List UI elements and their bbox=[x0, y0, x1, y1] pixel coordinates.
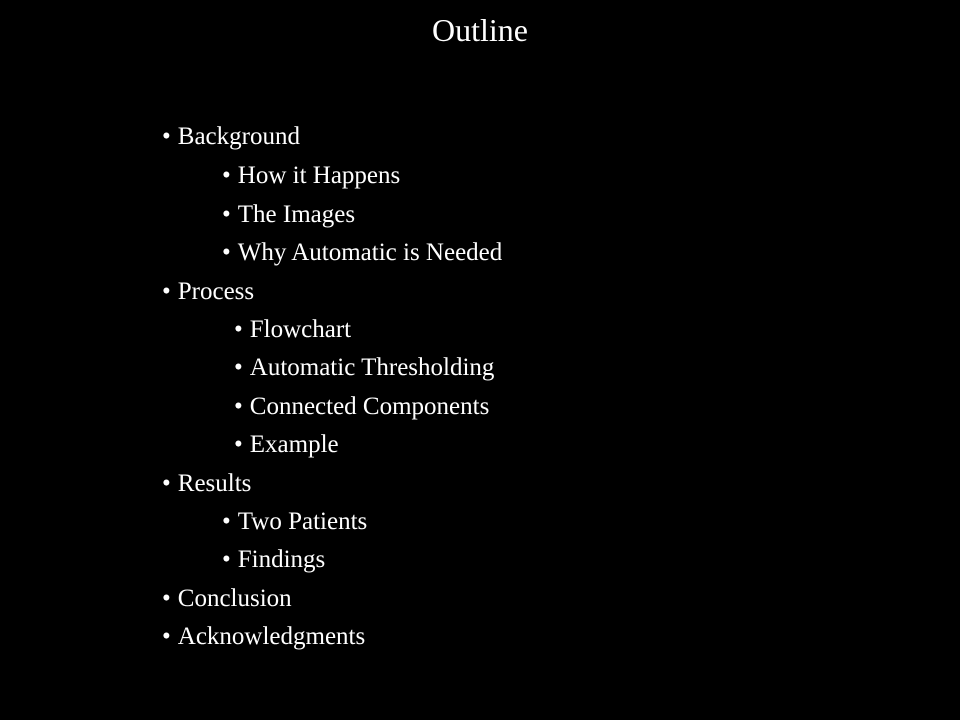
bullet-icon: • bbox=[162, 278, 171, 305]
outline-item-conclusion bbox=[162, 584, 292, 614]
bullet-icon: • bbox=[222, 239, 231, 266]
outline-item-label: Automatic Thresholding bbox=[249, 354, 495, 381]
outline-item-label: Connected Components bbox=[249, 393, 490, 420]
bullet-icon: • bbox=[162, 585, 171, 612]
outline-item-label: Conclusion bbox=[177, 585, 292, 612]
outline-item-two-patients bbox=[222, 507, 367, 537]
outline-item-label: Background bbox=[177, 123, 300, 150]
bullet-icon: • bbox=[222, 162, 231, 189]
outline-item-label: Example bbox=[249, 431, 339, 458]
outline-item-how-it-happens bbox=[222, 161, 400, 191]
bullet-icon: • bbox=[162, 123, 171, 150]
outline-item-automatic-thresholding bbox=[234, 353, 494, 383]
outline-item-label: Process bbox=[177, 278, 255, 305]
outline-item-label: How it Happens bbox=[237, 162, 401, 189]
bullet-icon: • bbox=[162, 470, 171, 497]
outline-item-process bbox=[162, 277, 254, 307]
outline-item-results bbox=[162, 469, 251, 499]
outline-item-label: The Images bbox=[237, 201, 356, 228]
slide-title: Outline bbox=[432, 12, 528, 48]
bullet-icon: • bbox=[162, 623, 171, 650]
bullet-icon: • bbox=[222, 546, 231, 573]
outline-item-label: Findings bbox=[237, 546, 326, 573]
outline-item-findings bbox=[222, 545, 325, 575]
bullet-icon: • bbox=[234, 316, 243, 343]
bullet-icon: • bbox=[234, 354, 243, 381]
outline-item-why-automatic bbox=[222, 238, 502, 268]
bullet-icon: • bbox=[234, 431, 243, 458]
outline-item-label: Two Patients bbox=[237, 508, 368, 535]
outline-item-label: Acknowledgments bbox=[177, 623, 366, 650]
outline-item-acknowledgments bbox=[162, 622, 365, 652]
bullet-icon: • bbox=[234, 393, 243, 420]
bullet-icon: • bbox=[222, 508, 231, 535]
outline-item-label: Flowchart bbox=[249, 316, 352, 343]
outline-item-connected-components bbox=[234, 392, 489, 422]
outline-item-label: Results bbox=[177, 470, 252, 497]
bullet-icon: • bbox=[222, 201, 231, 228]
outline-item-example bbox=[234, 430, 339, 460]
outline-item-the-images bbox=[222, 200, 355, 230]
outline-item-label: Why Automatic is Needed bbox=[237, 239, 503, 266]
outline-item-background bbox=[162, 122, 300, 152]
outline-item-flowchart bbox=[234, 315, 351, 345]
